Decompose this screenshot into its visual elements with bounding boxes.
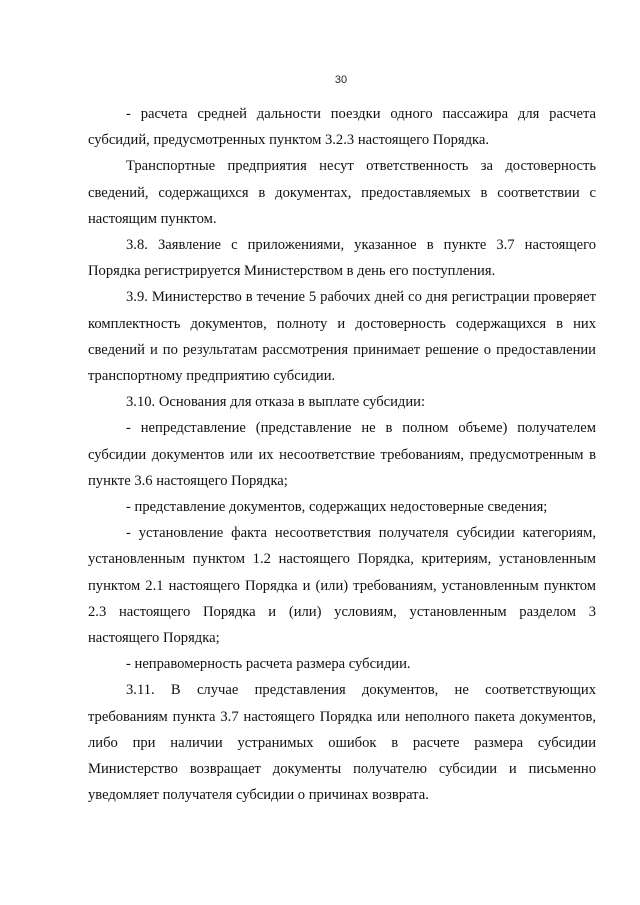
paragraph-3-9: 3.9. Министерство в течение 5 рабочих дней со дня регистрации проверяет комплектность документов, полноту и достоверность содержащихся в них сведений и по результатам рассмотрения принимает решение о предоставлении транспортному предприятию субсидии. [88,289,596,385]
document-body [88,101,596,808]
paragraph-3-10: 3.10. Основания для отказа в выплате субсидии: [126,394,426,411]
paragraph-transport-responsibility: Транспортные предприятия несут ответственность за достоверность сведений, содержащихся в документах, предоставляемых в соответствии с настоящим пунктом. [88,158,596,227]
page-number: 30 [334,74,348,86]
paragraph-3-11: 3.11. В случае представления документов, не соответствующих требованиям пункта 3.7 настоящего Порядка или неполного пакета документов, либо при наличии устранимых ошибок в расчете размера субсидии Министерство возвращает документы получателю субсидии и письменно уведомляет получателя субсидии о причинах возврата. [88,682,596,804]
list-item-nonsubmission: - непредставление (представление не в полном объеме) получателем субсидии документов или их несоответствие требованиям, предусмотренным в пункте 3.6 настоящего Порядка; [88,420,596,489]
paragraph-3-8: 3.8. Заявление с приложениями, указанное в пункте 3.7 настоящего Порядка регистрируется Министерством в день его поступления. [88,237,596,280]
list-item-unlawful-calculation: - неправомерность расчета размера субсидии. [126,656,411,673]
list-item-false-information: - представление документов, содержащих недостоверные сведения; [126,499,548,516]
list-item-noncompliance: - установление факта несоответствия получателя субсидии категориям, установленным пунктом 1.2 настоящего Порядка, критериям, установленным пунктом 2.1 настоящего Порядка и (или) требованиям, установленным пунктом 2.3 настоящего Порядка и (или) условиям, установленным разделом 3 настоящего Порядка; [88,525,596,647]
paragraph-average-trip-distance: - расчета средней дальности поездки одного пассажира для расчета субсидий, предусмотренных пунктом 3.2.3 настоящего Порядка. [88,106,596,149]
